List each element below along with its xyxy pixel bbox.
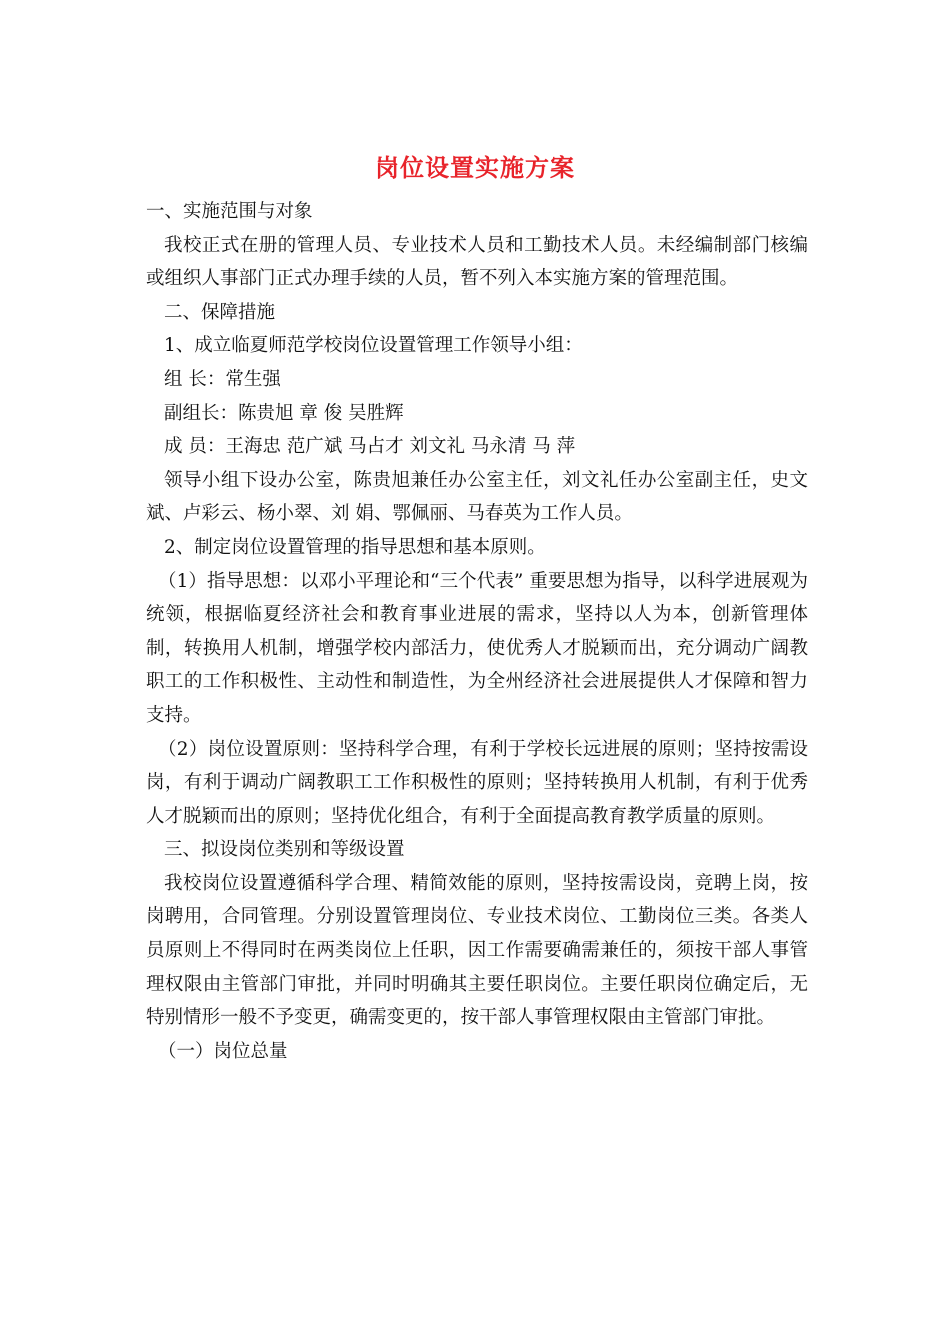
document-body — [146, 195, 808, 1068]
paragraph-scope: 我校正式在册的管理人员、专业技术人员和工勤技术人员。未经编制部门核编或组织人事部门正式办理手续的人员，暂不列入本实施方案的管理范围。 — [146, 234, 808, 290]
paragraph-office: 领导小组下设办公室，陈贵旭兼任办公室主任，刘文礼任办公室副主任，史文斌、卢彩云、杨小翠、刘 娟、鄂佩丽、马春英为工作人员。 — [146, 469, 808, 525]
paragraph-deputy-leaders: 副组长：陈贵旭 章 俊 吴胜辉 — [164, 402, 404, 424]
paragraph-position-categories: 我校岗位设置遵循科学合理、精简效能的原则，坚持按需设岗，竞聘上岗，按岗聘用，合同管理。分别设置管理岗位、专业技术岗位、工勤岗位三类。各类人员原则上不得同时在两类岗位上任职，因工作需要确需兼任的，须按干部人事管理权限由主管部门审批，并同时明确其主要任职岗位。主要任职岗位确定后，无特别情形一般不予变更，确需变更的，按干部人事管理权限由主管部门审批。 — [146, 872, 808, 1029]
section-heading-3: 三、拟设岗位类别和等级设置 — [164, 839, 405, 861]
paragraph-principles-intro: 2、制定岗位设置管理的指导思想和基本原则。 — [164, 536, 546, 558]
paragraph-leading-group: 1、成立临夏师范学校岗位设置管理工作领导小组： — [164, 335, 583, 357]
section-heading-2: 二、保障措施 — [164, 301, 276, 323]
subsection-heading-total: （一）岗位总量 — [158, 1040, 288, 1062]
section-heading-1: 一、实施范围与对象 — [146, 201, 313, 222]
paragraph-setting-principles: （2）岗位设置原则：坚持科学合理，有利于学校长远进展的原则；坚持按需设岗，有利于调动广阔教职工工作积极性的原则；坚持转换用人机制，有利于优秀人才脱颖而出的原则；坚持优化组合，有利于全面提高教育教学质量的原则。 — [146, 738, 808, 827]
paragraph-members: 成 员：王海忠 范广斌 马占才 刘文礼 马永清 马 萍 — [164, 436, 576, 458]
paragraph-group-leader: 组 长：常生强 — [164, 368, 281, 390]
document-title: 岗位设置实施方案 — [375, 153, 575, 182]
paragraph-guiding-ideology: （1）指导思想：以邓小平理论和“三个代表” 重要思想为指导，以科学进展观为统领，根据临夏经济社会和教育事业进展的需求，坚持以人为本，创新管理体制，转换用人机制，增强学校内部活力，使优秀人才脱颖而出，充分调动广阔教职工的工作积极性、主动性和制造性，为全州经济社会进展提供人才保障和智力支持。 — [146, 570, 808, 726]
